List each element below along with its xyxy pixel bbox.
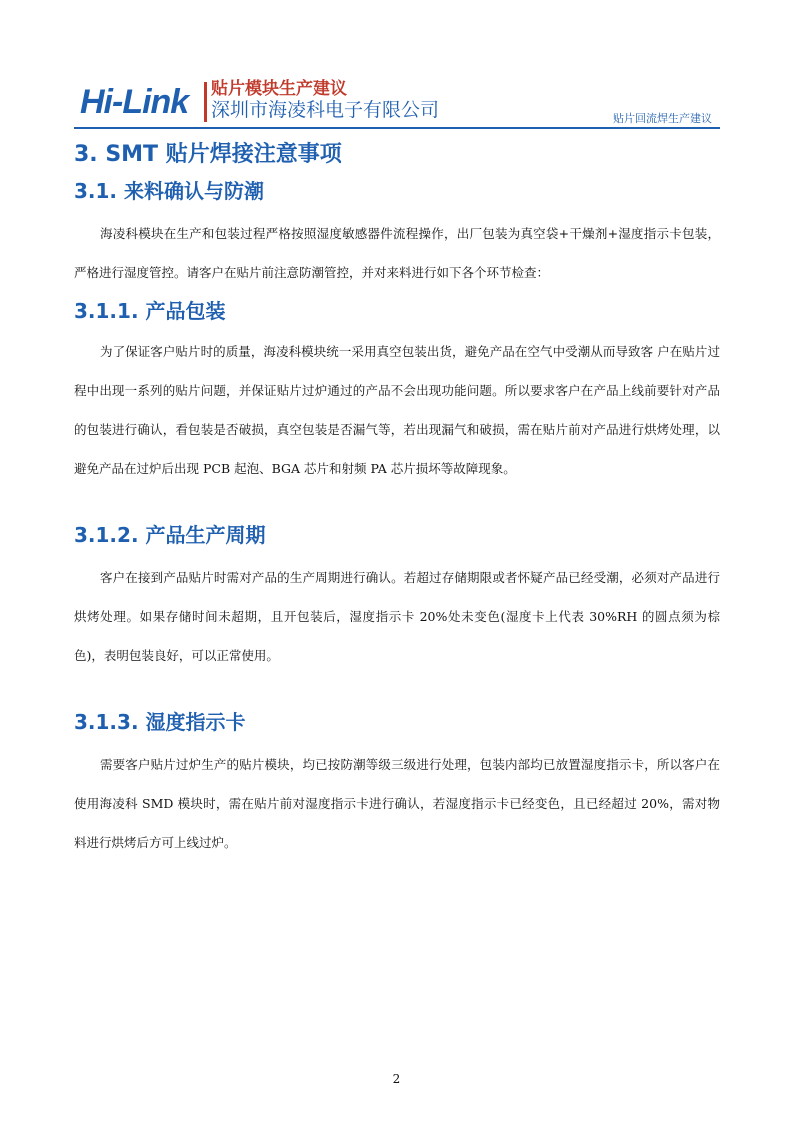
section-heading: 3. SMT 贴片焊接注意事项 [74, 142, 342, 167]
paragraph-3-1-1: 为了保证客户贴片时的质量，海凌科模块统一采用真空包装出货，避免产品在空气中受潮从而导致客 户在贴片过程中出现一系列的贴片问题，并保证贴片过炉通过的产品不会出现功能问题。所以要求客户在产品上线前要针对产品的包装进行确认，看包装是否破损，真空包装是否漏气等，若出现漏气和破损，需在贴片前对产品进行烘烤处理，以避免产品在过炉后出现 PCB 起泡、BGA 芯片和射频 PA 芯片损坏等故障现象。 [74, 344, 720, 476]
document-name: 贴片回流焊生产建议 [613, 112, 712, 125]
logo-divider [204, 82, 207, 122]
subsection-heading-3-1-3: 3.1.3. 湿度指示卡 [74, 710, 246, 734]
page-header [74, 76, 720, 126]
hi-link-logo: Hi-Link [80, 83, 189, 121]
subsection-heading-3-1-2: 3.1.2. 产品生产周期 [74, 523, 266, 547]
paragraph-3-1-3: 需要客户贴片过炉生产的贴片模块，均已按防潮等级三级进行处理，包装内部均已放置湿度指示卡，所以客户在使用海凌科 SMD 模块时，需在贴片前对湿度指示卡进行确认，若湿度指示卡已经变色，且已经超过 20%，需对物料进行烘烤后方可上线过炉。 [74, 757, 720, 850]
header-title: 贴片模块生产建议 [211, 79, 347, 98]
page-content [74, 138, 720, 862]
page-number: 2 [392, 1072, 401, 1086]
subsection-heading-3-1-1: 3.1.1. 产品包装 [74, 299, 226, 323]
header-rule [74, 127, 720, 129]
paragraph-3-1: 海凌科模块在生产和包装过程严格按照湿度敏感器件流程操作，出厂包装为真空袋+干燥剂+湿度指示卡包装，严格进行湿度管控。请客户在贴片前注意防潮管控，并对来料进行如下各个环节检查： [74, 226, 720, 280]
paragraph-3-1-2: 客户在接到产品贴片时需对产品的生产周期进行确认。若超过存储期限或者怀疑产品已经受潮，必须对产品进行烘烤处理。如果存储时间未超期，且开包装后，湿度指示卡 20%处未变色(湿度卡上代表 30%RH 的圆点须为棕色)，表明包装良好，可以正常使用。 [74, 570, 720, 663]
subsection-heading-3-1: 3.1. 来料确认与防潮 [74, 179, 264, 203]
company-name: 深圳市海凌科电子有限公司 [211, 100, 440, 121]
